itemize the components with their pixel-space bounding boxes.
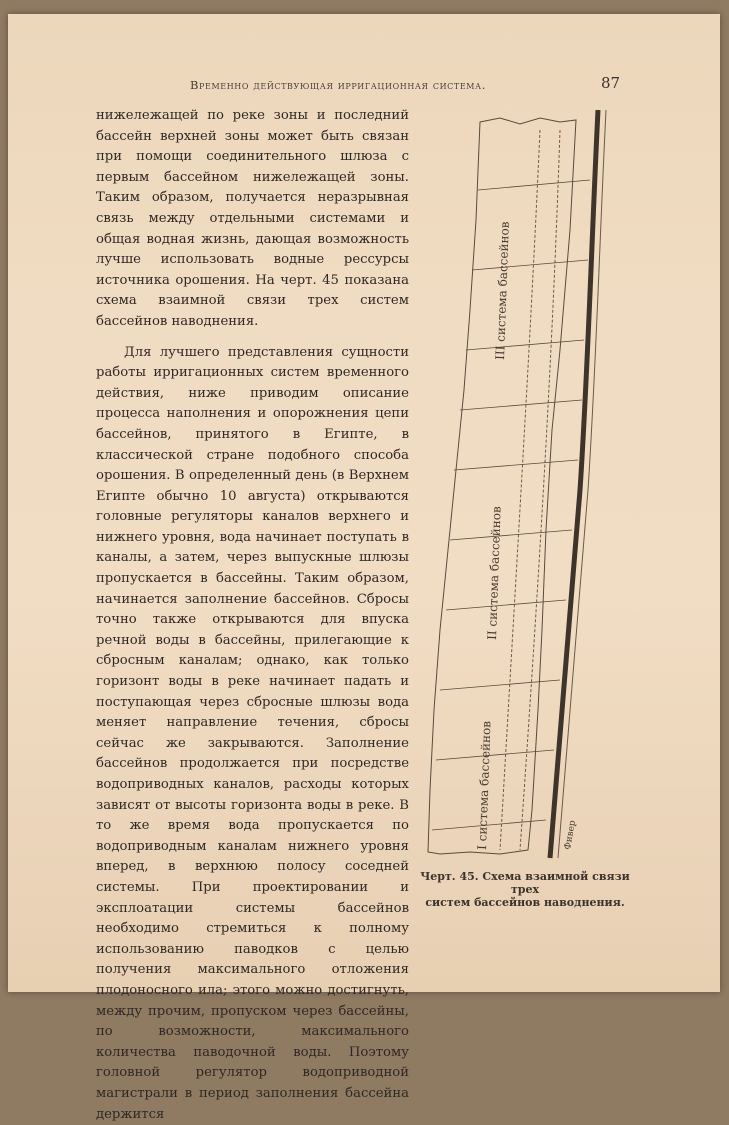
river-line [550,110,598,858]
page-number: 87 [601,74,621,92]
river-label: Фивер [563,819,579,851]
text-column [96,106,409,1125]
system-label-2: II система бассейнов [485,506,504,641]
paragraph-1: нижележащей по реке зоны и последний бассейн верхней зоны может быть связан при помощи соединительного шлюза с первым бассейном нижележащей зоны. Таким образом, получается неразрывная связь между отдельными системами и общая водная жизнь, дающая возможность лучше использовать водные рессурсы источника орошения. На черт. 45 показана схема взаимной связи трех систем бассейнов наводнения. [96,108,409,329]
caption-line-2: систем бассейнов наводнения. [425,896,625,909]
system-label-3: III система бассейнов [493,221,512,361]
caption-line-1: Черт. 45. Схема взаимной связи трех [420,870,630,896]
canal-line [520,130,560,850]
running-title: Временно действующая ирригационная система. [190,78,486,92]
paragraph-2: Для лучшего представления сущности работы ирригационных систем временного действия, ниже приводим описание процесса наполнения и опорожнения цепи бассейнов, принятого в Египте, в классической стране подобного способа орошения. В определенный день (в Верхнем Египте обычно 10 августа) открываются головные регуляторы каналов верхнего и нижнего уровня, вода начинает поступать в каналы, а затем, через выпускные шлюзы пропускается в бассейны. Таким образом, начинается заполнение бассейнов. Сбросы точно также открываются для впуска речной воды в бассейны, прилегающие к сбросным каналам; однако, как только горизонт воды в реке начинает падать и поступающая через сбросные шлюзы вода меняет направление течения, сбросы сейчас же закрываются. Заполнение бассейнов продолжается при посредстве водоприводных каналов, расходы которых зависят от высоты горизонта воды в реке. В то же время вода пропускается по водоприводным каналам нижнего уровня вперед, в верхнюю полосу соседней системы. При проектировании и эксплоатации системы бассейнов необходимо стремиться к полному использованию паводков с целью получения максимального отложения плодоносного ила; этого можно достигнуть, между прочим, пропуском через бассейны, по возможности, максимального количества паводочной воды. Поэтому головной регулятор водоприводной магистрали в период заполнения бассейна держится [96,344,409,1122]
figure-caption [420,870,630,909]
system-label-1: I система бассейнов [475,720,494,851]
basin-scheme-figure [420,110,620,860]
